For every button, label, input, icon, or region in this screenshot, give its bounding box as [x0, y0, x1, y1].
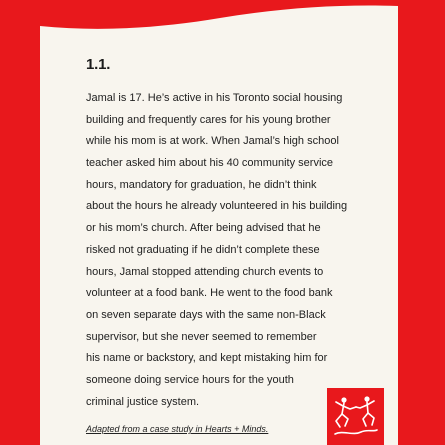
text-line: Jamal is 17. He’s active in his Toronto social housing [86, 92, 343, 104]
wave-top-edge [40, 0, 398, 34]
citation-link[interactable]: Adapted from a case study in Hearts + Minds. [86, 424, 269, 434]
logo-badge [327, 388, 384, 445]
text-line: risked not graduating if he didn’t complete these [86, 243, 320, 256]
text-line: building and frequently cares for his young brother [86, 113, 331, 126]
text-line: hours, mandatory for graduation, he didn’t think [86, 178, 317, 191]
dancing-figures-icon [327, 388, 384, 445]
text-line: his name or backstory, and kept mistaking him for [86, 352, 328, 365]
text-line: on seven separate days with the same non-Black [86, 308, 326, 321]
text-line: volunteer at a food bank. He went to the food bank [86, 287, 333, 300]
text-line: or his mom’s church. After being advised that he [86, 222, 321, 235]
text-line: hours, Jamal stopped attending church events to [86, 265, 324, 278]
text-line: teacher asked him about his 40 community service [86, 157, 334, 170]
case-number: 1.1. [86, 56, 111, 73]
text-line: supervisor, but she never seemed to remember [86, 330, 317, 343]
text-line: about the hours he already volunteered in his building [86, 200, 348, 213]
case-study-text [86, 88, 376, 413]
text-line: someone doing service hours for the youth [86, 373, 294, 386]
text-line: while his mom is at work. When Jamal’s high school [86, 135, 339, 148]
text-line: criminal justice system. [86, 395, 200, 408]
